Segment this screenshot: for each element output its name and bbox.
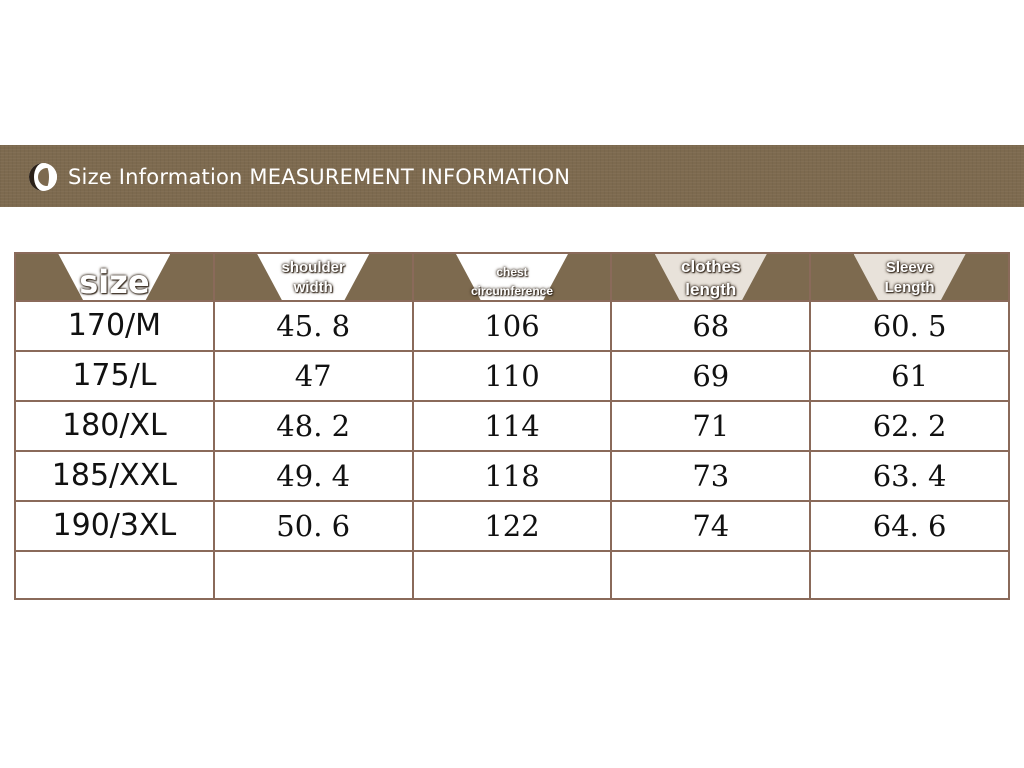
- header-label: [612, 256, 809, 301]
- header-chest-circumference: [413, 253, 612, 301]
- header-label: [414, 263, 611, 300]
- clothes-length-cell: 69: [611, 351, 810, 401]
- header-line1: Sleeve: [885, 259, 934, 276]
- header-label: [215, 258, 412, 297]
- header-label: [811, 258, 1008, 297]
- header-sleeve-length: [810, 253, 1009, 301]
- table-row-empty: [15, 551, 1009, 599]
- sleeve-length-cell: 64. 6: [810, 501, 1009, 551]
- sleeve-length-cell: 63. 4: [810, 451, 1009, 501]
- chest-cell: 122: [413, 501, 612, 551]
- header-line2: Length: [884, 278, 935, 296]
- chest-cell: 106: [413, 301, 612, 351]
- size-cell: 175/L: [15, 351, 214, 401]
- shoulder-width-cell: 49. 4: [214, 451, 413, 501]
- size-cell: 190/3XL: [15, 501, 214, 551]
- clothes-length-cell: 73: [611, 451, 810, 501]
- clothes-length-cell: 74: [611, 501, 810, 551]
- header-line1: chest: [496, 265, 528, 279]
- table-row: [15, 501, 1009, 551]
- shoulder-width-cell: 47: [214, 351, 413, 401]
- size-cell: 185/XXL: [15, 451, 214, 501]
- header-shoulder-width: [214, 253, 413, 301]
- shoulder-width-cell: [214, 551, 413, 599]
- size-table: [14, 252, 1010, 600]
- shoulder-width-cell: 48. 2: [214, 401, 413, 451]
- header-label: size: [79, 263, 150, 301]
- sleeve-length-cell: 62. 2: [810, 401, 1009, 451]
- header-line2: length: [685, 279, 737, 299]
- size-cell: [15, 551, 214, 599]
- header-line1: clothes: [681, 257, 741, 276]
- shoulder-width-cell: 45. 8: [214, 301, 413, 351]
- chest-cell: 110: [413, 351, 612, 401]
- chest-cell: 114: [413, 401, 612, 451]
- header-line2: width: [293, 278, 333, 296]
- size-cell: 170/M: [15, 301, 214, 351]
- header-size: [15, 253, 214, 301]
- table-row: [15, 451, 1009, 501]
- table-row: [15, 301, 1009, 351]
- section-banner: [0, 145, 1024, 207]
- header-row: [15, 253, 1009, 301]
- table-row: [15, 401, 1009, 451]
- clothes-length-cell: 68: [611, 301, 810, 351]
- sleeve-length-cell: 60. 5: [810, 301, 1009, 351]
- sleeve-length-cell: [810, 551, 1009, 599]
- shoulder-width-cell: 50. 6: [214, 501, 413, 551]
- chest-cell: 118: [413, 451, 612, 501]
- banner-title: Size Information MEASUREMENT INFORMATION: [68, 165, 571, 189]
- sleeve-length-cell: 61: [810, 351, 1009, 401]
- header-line1: shoulder: [281, 259, 345, 276]
- clothes-length-cell: [611, 551, 810, 599]
- half-moon-icon: [28, 162, 58, 192]
- clothes-length-cell: 71: [611, 401, 810, 451]
- chest-cell: [413, 551, 612, 599]
- table-row: [15, 351, 1009, 401]
- size-cell: 180/XL: [15, 401, 214, 451]
- header-line2: circumference: [470, 283, 554, 298]
- header-clothes-length: [611, 253, 810, 301]
